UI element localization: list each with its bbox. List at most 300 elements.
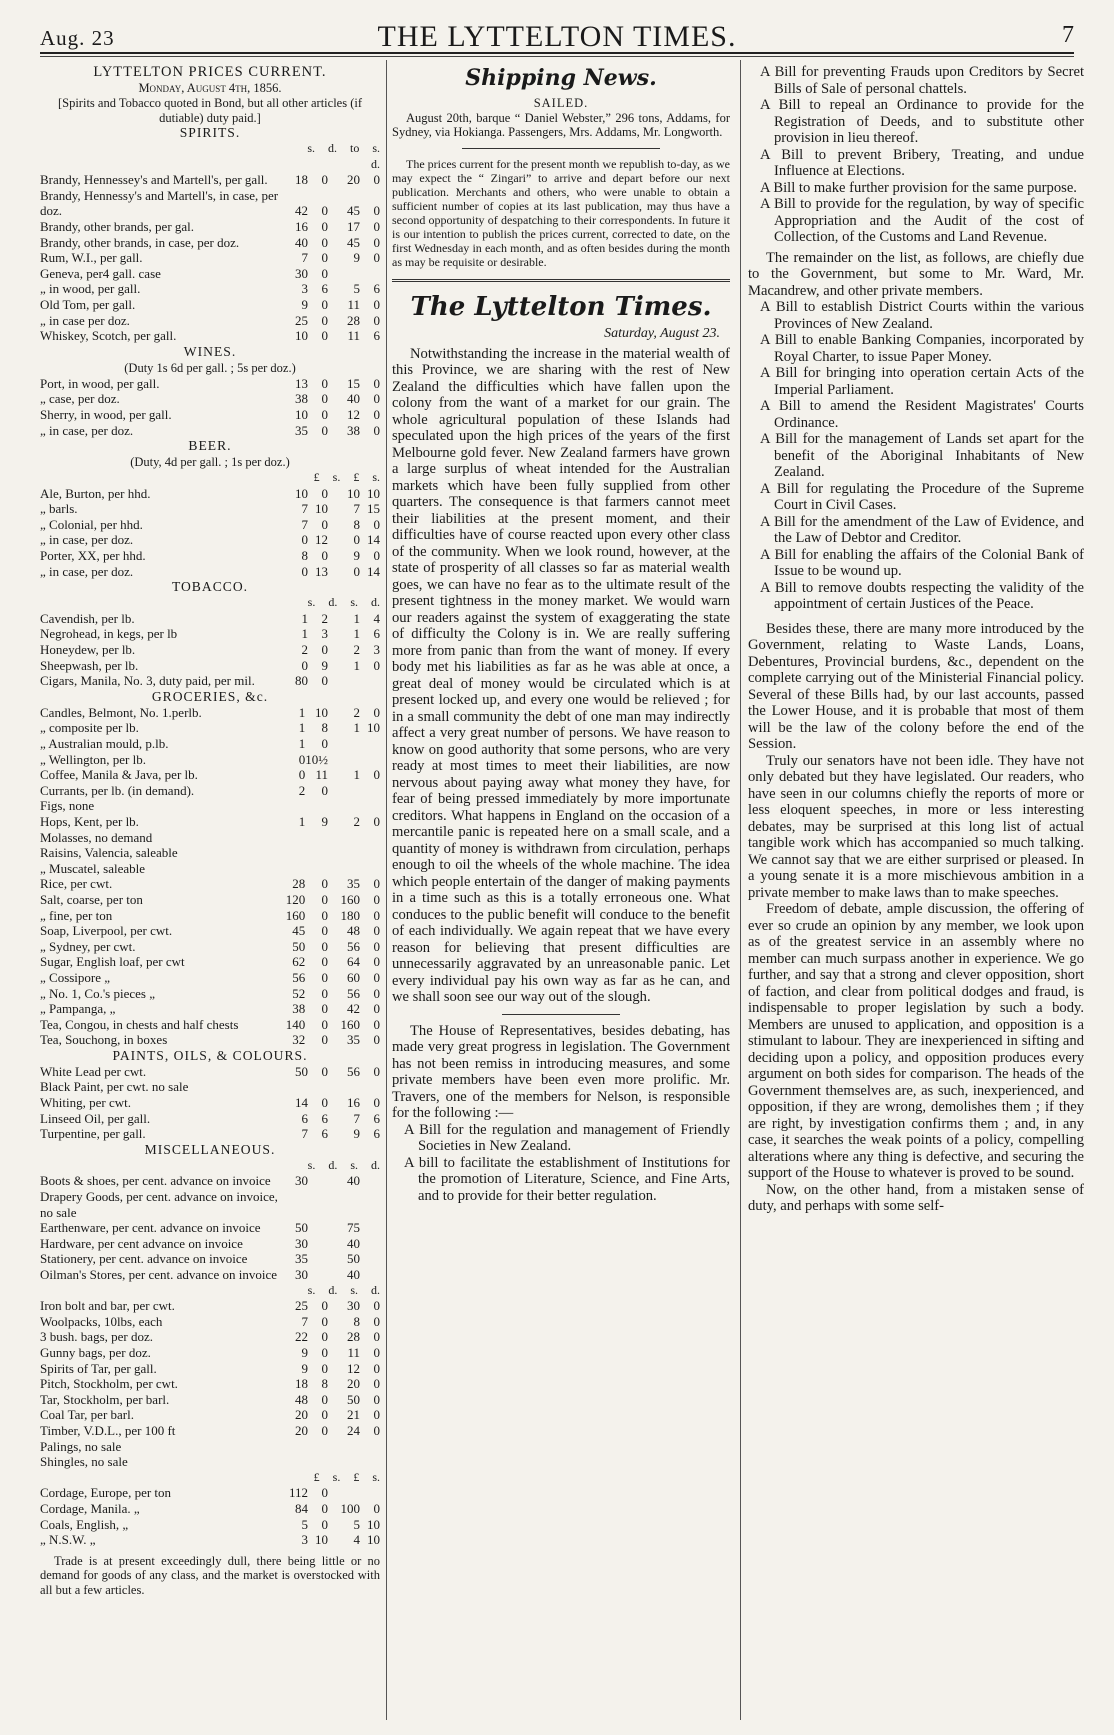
price-high-minor: 0 bbox=[373, 1360, 380, 1376]
item-name: Gunny bags, per doz. bbox=[40, 1344, 151, 1360]
item-name: Brandy, other brands, per gal. bbox=[40, 218, 195, 234]
price-row bbox=[40, 1267, 380, 1283]
price-high-minor: 0 bbox=[373, 250, 380, 266]
price-high-major bbox=[340, 1485, 360, 1501]
price-low-major: 2 bbox=[301, 642, 308, 658]
price-low-major bbox=[285, 861, 305, 877]
bill-item: A Bill to make further provision for the same purpose. bbox=[760, 179, 1077, 196]
price-row bbox=[40, 642, 380, 658]
item-name: Coal Tar, per barl. bbox=[40, 1407, 134, 1423]
price-low-major: 18 bbox=[295, 172, 308, 188]
price-high-major bbox=[340, 1079, 360, 1095]
price-high-minor: 0 bbox=[373, 406, 380, 422]
price-high-major: 50 bbox=[347, 1251, 360, 1267]
item-name: Oilman's Stores, per cent. advance on invoice bbox=[40, 1267, 277, 1282]
item-name: Brandy, Hennessy's and Martell's, in case, per doz. bbox=[40, 187, 279, 219]
price-row bbox=[40, 1017, 380, 1033]
price-row bbox=[40, 564, 380, 580]
price-low-major: 50 bbox=[292, 938, 306, 954]
price-row bbox=[40, 235, 380, 251]
units-row bbox=[40, 1158, 380, 1174]
price-low-major bbox=[288, 1454, 308, 1470]
price-low-minor: 0 bbox=[321, 1016, 328, 1032]
units-row bbox=[40, 595, 380, 611]
price-low-minor: 0 bbox=[321, 954, 328, 970]
price-row bbox=[40, 407, 380, 423]
price-row bbox=[40, 517, 380, 533]
price-low-minor: 0 bbox=[321, 516, 328, 532]
price-high-major bbox=[340, 1439, 360, 1455]
price-low-minor: 0 bbox=[321, 782, 328, 798]
price-low-minor: 11 bbox=[315, 767, 328, 783]
item-name: Cordage, Europe, per ton bbox=[40, 1485, 172, 1501]
price-high-minor: 14 bbox=[367, 532, 380, 548]
price-high-minor: 0 bbox=[373, 1016, 380, 1032]
item-name: Woolpacks, 10lbs, each bbox=[40, 1313, 163, 1329]
editorial-paragraph: Freedom of debate, ample discussion, the offering of ever so crude an opinion by any member, we look upon as of the greatest service in an assembly where no member can much surpass another in experience. We go further, and say that a strong and clever opposition, short of faction, and clear from political dodges and fraud, is indispensable to proper legislation by such a body. Members are unused to application, and opposition is a stimulant to labour. They are inexperienced in sifting and deciding upon a policy, and opposition produces every argument on both sides for comparison. The heads of the Government themselves are, as such, inexperienced, and opposition, if they are wrong, demolishes them ; if they are right, by investigation confirms them ; and, in any case, it searches the weak points of a policy, compelling alterations where any thing is defective, and securing the support of the House to whatever is proved to be sound. bbox=[748, 901, 1084, 1181]
units-label: s. d. s. d. bbox=[307, 1157, 380, 1172]
units-label: s. d. to s. d. bbox=[307, 141, 380, 171]
price-low-major: 62 bbox=[292, 954, 306, 970]
price-low-minor: 0 bbox=[321, 1063, 328, 1079]
price-high-minor bbox=[360, 861, 380, 877]
price-low-major: 7 bbox=[301, 250, 308, 266]
editorial-dateline: Saturday, August 23. bbox=[604, 325, 720, 341]
price-high-minor: 0 bbox=[373, 1001, 380, 1017]
price-low-major: 80 bbox=[295, 673, 308, 689]
price-table bbox=[40, 1064, 380, 1142]
price-low-major: 0 bbox=[298, 767, 306, 783]
price-row bbox=[40, 250, 380, 266]
bill-item: A Bill to repeal an Ordinance to provide for the Registration of Deeds, and to substitute other provision in lieu thereof. bbox=[760, 97, 1084, 146]
price-high-major: 20 bbox=[347, 1376, 360, 1392]
price-high-minor: 0 bbox=[373, 923, 380, 939]
price-high-minor: 10 bbox=[367, 720, 380, 736]
section-heading: GROCERIES, &c. bbox=[151, 688, 269, 704]
price-low-major: 112 bbox=[288, 1485, 308, 1501]
section-heading: SPIRITS. bbox=[179, 125, 241, 140]
item-name: Salt, coarse, per ton bbox=[40, 891, 143, 907]
price-high-minor: 0 bbox=[373, 1376, 380, 1392]
price-high-minor bbox=[360, 736, 380, 752]
price-row bbox=[40, 266, 380, 282]
right-column bbox=[748, 64, 1084, 1215]
item-name: Spirits of Tar, per gall. bbox=[40, 1360, 157, 1376]
price-high-minor: 0 bbox=[373, 1095, 380, 1111]
item-name: Whiting, per cwt. bbox=[40, 1095, 131, 1111]
price-row bbox=[40, 845, 380, 861]
price-low-major: 32 bbox=[292, 1032, 306, 1048]
price-low-minor: 0 bbox=[321, 375, 328, 391]
bill-item: A Bill for regulating the Procedure of the Supreme Court in Civil Cases. bbox=[760, 480, 1084, 513]
units-row bbox=[40, 470, 380, 486]
price-low-minor: 0 bbox=[321, 938, 328, 954]
item-name: Cigars, Manila, No. 3, duty paid, per mil. bbox=[40, 673, 255, 689]
price-high-major: 48 bbox=[347, 923, 360, 939]
price-row bbox=[40, 1485, 380, 1501]
price-low-minor bbox=[308, 1251, 328, 1267]
units-row bbox=[40, 141, 380, 172]
item-name: Sheepwash, per lb. bbox=[40, 657, 139, 673]
section-heading: WINES. bbox=[183, 343, 237, 359]
price-high-major: 56 bbox=[347, 938, 360, 954]
price-low-major: 1 bbox=[298, 720, 306, 736]
item-name: Brandy, Hennessey's and Martell's, per gall. bbox=[40, 172, 268, 188]
price-row bbox=[40, 1189, 380, 1220]
price-high-major: 15 bbox=[347, 375, 360, 391]
price-row bbox=[40, 720, 380, 736]
price-low-minor bbox=[308, 1079, 328, 1095]
item-name: Coffee, Manila & Java, per lb. bbox=[40, 767, 198, 783]
item-name: Raisins, Valencia, saleable bbox=[40, 845, 178, 861]
price-high-major: 7 bbox=[353, 1110, 360, 1126]
prices-note: [Spirits and Tobacco quoted in Bond, but all other articles (if dutiable) duty paid.] bbox=[57, 96, 363, 125]
price-table bbox=[40, 376, 380, 438]
price-high-minor: 0 bbox=[373, 1063, 380, 1079]
price-high-minor: 6 bbox=[373, 328, 380, 344]
price-high-major: 2 bbox=[353, 642, 360, 658]
item-name: „ Muscatel, saleable bbox=[40, 860, 146, 876]
price-high-major bbox=[340, 673, 360, 689]
units-row bbox=[40, 1283, 380, 1299]
bill-item: A bill to facilitate the establishment of Institutions for the promotion of Literature, Science, and Fine Arts, and to provide for their better regulation. bbox=[404, 1154, 730, 1204]
price-low-minor: 0 bbox=[321, 1095, 328, 1111]
item-name: Timber, V.D.L., per 100 ft bbox=[40, 1422, 176, 1438]
shipping-heading: Shipping News. bbox=[465, 65, 657, 91]
price-low-minor: 0 bbox=[321, 923, 328, 939]
price-high-major bbox=[340, 798, 360, 814]
price-row bbox=[40, 1111, 380, 1127]
price-low-minor: 0 bbox=[321, 1407, 328, 1423]
price-low-major bbox=[288, 1079, 308, 1095]
price-row bbox=[40, 219, 380, 235]
price-high-minor: 0 bbox=[373, 985, 380, 1001]
price-low-minor: 10 bbox=[315, 1532, 328, 1548]
price-high-major: 160 bbox=[340, 1016, 360, 1032]
price-row bbox=[40, 1251, 380, 1267]
price-low-minor bbox=[305, 845, 328, 861]
price-high-major: 40 bbox=[347, 391, 360, 407]
price-high-minor bbox=[360, 1173, 380, 1189]
price-low-minor: 0 bbox=[321, 422, 328, 438]
price-high-major: 11 bbox=[347, 1344, 360, 1360]
bill-item: A Bill for the amendment of the Law of Evidence, and the Law of Debtor and Creditor. bbox=[760, 513, 1084, 546]
price-low-minor: 0 bbox=[321, 642, 328, 658]
price-low-minor: 0 bbox=[321, 250, 328, 266]
item-name: „ N.S.W. „ bbox=[40, 1532, 96, 1548]
price-low-major bbox=[288, 1189, 308, 1220]
price-low-major bbox=[288, 1439, 308, 1455]
price-high-minor: 0 bbox=[373, 234, 380, 250]
price-low-minor: 13 bbox=[315, 563, 328, 579]
price-high-minor: 0 bbox=[373, 516, 380, 532]
price-low-major: 28 bbox=[292, 876, 306, 892]
price-low-major: 18 bbox=[295, 1376, 308, 1392]
price-high-minor bbox=[360, 845, 380, 861]
item-name: „ Pampanga, „ bbox=[40, 1001, 116, 1017]
price-high-minor: 6 bbox=[373, 626, 380, 642]
price-low-minor: 0 bbox=[321, 548, 328, 564]
price-row bbox=[40, 1032, 380, 1048]
price-row bbox=[40, 313, 380, 329]
item-name: Shingles, no sale bbox=[40, 1454, 128, 1470]
prices-date: Monday, August 4th, 1856. bbox=[138, 81, 282, 95]
price-high-minor: 0 bbox=[373, 1298, 380, 1314]
price-row bbox=[40, 1439, 380, 1455]
item-name: Figs, none bbox=[40, 798, 95, 814]
price-low-minor: 0 bbox=[321, 234, 328, 250]
price-high-major: 11 bbox=[347, 328, 360, 344]
column-divider bbox=[740, 60, 741, 1720]
price-low-major: 8 bbox=[301, 548, 308, 564]
price-high-minor bbox=[360, 266, 380, 282]
price-high-minor: 10 bbox=[367, 485, 380, 501]
price-high-minor: 0 bbox=[373, 704, 380, 720]
price-row bbox=[40, 1064, 380, 1080]
newspaper-title: THE LYTTELTON TIMES. bbox=[377, 20, 737, 53]
price-high-major: 45 bbox=[347, 234, 360, 250]
price-high-major: 1 bbox=[353, 767, 360, 783]
price-high-major: 11 bbox=[347, 296, 360, 312]
price-low-major: 14 bbox=[295, 1095, 308, 1111]
item-name: Turpentine, per gall. bbox=[40, 1126, 146, 1142]
price-high-major bbox=[340, 830, 360, 846]
price-high-minor: 0 bbox=[373, 1344, 380, 1360]
price-high-major: 28 bbox=[347, 1329, 360, 1345]
price-high-major: 45 bbox=[347, 203, 360, 219]
bill-list bbox=[392, 1122, 730, 1205]
price-row bbox=[40, 876, 380, 892]
price-row bbox=[40, 532, 380, 548]
price-low-major: 30 bbox=[295, 265, 308, 281]
price-low-major: 0 bbox=[301, 657, 308, 673]
editorial-paragraph: Truly our senators have not been idle. They have not only debated but they have legislated. Our readers, who have seen in our columns chiefly the reports of more or less eloquent speeches, in more or less interesting debates, may be surprised at this long list of actual tangible work which has accompanied so much talking. We cannot say that we are either surprised or pleased. In a young senate it is a more mischievous ambition in a private member to make laws than to make speeches. bbox=[748, 752, 1084, 901]
item-name: Candles, Belmont, No. 1.perlb. bbox=[40, 704, 202, 720]
price-row bbox=[40, 892, 380, 908]
price-high-minor: 0 bbox=[373, 907, 380, 923]
price-high-minor: 0 bbox=[373, 969, 380, 985]
item-name: „ No. 1, Co.'s pieces „ bbox=[40, 985, 155, 1001]
item-name: Iron bolt and bar, per cwt. bbox=[40, 1298, 175, 1314]
price-row bbox=[40, 501, 380, 517]
price-low-major: 35 bbox=[295, 422, 308, 438]
price-row bbox=[40, 172, 380, 188]
price-high-major: 0 bbox=[353, 563, 360, 579]
price-table bbox=[40, 1283, 380, 1470]
price-low-major: 10 bbox=[295, 328, 308, 344]
price-high-major: 0 bbox=[353, 532, 360, 548]
price-high-major: 9 bbox=[353, 548, 360, 564]
price-high-minor bbox=[360, 1220, 380, 1236]
price-low-minor: 0 bbox=[321, 1516, 328, 1532]
price-row bbox=[40, 908, 380, 924]
price-low-major: 6 bbox=[301, 1110, 308, 1126]
price-high-minor: 0 bbox=[373, 296, 380, 312]
price-high-major bbox=[340, 752, 360, 768]
price-high-minor: 0 bbox=[373, 422, 380, 438]
price-low-major: 120 bbox=[285, 891, 306, 907]
price-low-major: 45 bbox=[292, 923, 306, 939]
price-low-minor: 0 bbox=[321, 985, 328, 1001]
item-name: „ fine, per ton bbox=[40, 907, 113, 923]
column-divider bbox=[386, 60, 387, 1720]
price-low-major: 42 bbox=[295, 203, 308, 219]
price-high-major bbox=[340, 861, 360, 877]
price-low-minor bbox=[308, 1189, 328, 1220]
price-low-major bbox=[285, 845, 305, 861]
price-low-major: 48 bbox=[295, 1391, 308, 1407]
item-name: Black Paint, per cwt. no sale bbox=[40, 1079, 189, 1095]
price-row bbox=[40, 861, 380, 877]
price-high-major: 100 bbox=[340, 1500, 360, 1516]
price-high-minor bbox=[360, 1454, 380, 1470]
double-rule bbox=[392, 279, 730, 282]
price-low-minor: 0 bbox=[321, 1329, 328, 1345]
price-high-minor: 0 bbox=[373, 954, 380, 970]
price-low-minor: 0 bbox=[321, 218, 328, 234]
price-low-minor: 0 bbox=[321, 907, 328, 923]
price-low-major: 7 bbox=[301, 516, 308, 532]
price-row bbox=[40, 1236, 380, 1252]
price-low-major: 50 bbox=[295, 1220, 308, 1236]
item-name: Brandy, other brands, in case, per doz. bbox=[40, 234, 240, 250]
price-high-minor bbox=[360, 673, 380, 689]
price-row bbox=[40, 1345, 380, 1361]
price-row bbox=[40, 1376, 380, 1392]
section-heading: BEER. bbox=[188, 438, 232, 454]
bill-item: A Bill for enabling the affairs of the Colonial Bank of Issue to be wound up. bbox=[760, 546, 1084, 579]
price-high-minor: 0 bbox=[373, 1422, 380, 1438]
price-low-major: 0 bbox=[301, 532, 308, 548]
price-sections bbox=[40, 125, 380, 1548]
price-low-major: 3 bbox=[301, 281, 308, 297]
price-row bbox=[40, 939, 380, 955]
price-low-major bbox=[285, 830, 305, 846]
prices-heading: LYTTELTON PRICES CURRENT. bbox=[93, 64, 327, 80]
price-low-minor: 0 bbox=[321, 328, 328, 344]
price-row bbox=[40, 767, 380, 783]
price-high-major: 21 bbox=[347, 1407, 360, 1423]
price-high-major: 1 bbox=[353, 610, 360, 626]
price-high-minor: 0 bbox=[373, 203, 380, 219]
price-low-major: 25 bbox=[295, 1298, 308, 1314]
item-name: „ Cossipore „ bbox=[40, 969, 111, 985]
price-high-major: 4 bbox=[353, 1532, 360, 1548]
price-low-major: 3 bbox=[301, 1532, 308, 1548]
price-high-minor: 0 bbox=[373, 1500, 380, 1516]
units-label: £ s. £ s. bbox=[313, 470, 380, 485]
price-row bbox=[40, 1517, 380, 1533]
price-high-minor: 3 bbox=[373, 642, 380, 658]
item-name: „ in wood, per gall. bbox=[40, 281, 141, 297]
item-name: Tar, Stockholm, per barl. bbox=[40, 1391, 170, 1407]
price-high-major: 2 bbox=[353, 704, 360, 720]
item-name: Negrohead, in kegs, per lb bbox=[40, 626, 178, 642]
trade-note: Trade is at present exceedingly dull, there being little or no demand for goods of any class, and the market is overstocked with all but a few articles. bbox=[40, 1553, 380, 1597]
price-low-minor: 0 bbox=[321, 172, 328, 188]
price-high-minor: 0 bbox=[373, 938, 380, 954]
price-low-major: 56 bbox=[292, 969, 306, 985]
price-high-major bbox=[340, 736, 360, 752]
price-high-minor: 0 bbox=[373, 391, 380, 407]
price-low-minor: 2 bbox=[321, 610, 328, 626]
item-name: „ in case, per doz. bbox=[40, 563, 134, 579]
bill-item: A Bill to prevent Bribery, Treating, and undue Influence at Elections. bbox=[760, 146, 1084, 179]
price-high-minor: 0 bbox=[373, 548, 380, 564]
price-high-major bbox=[340, 845, 360, 861]
duty-note: (Duty 1s 6d per gall. ; 5s per doz.) bbox=[124, 360, 296, 375]
price-high-major: 12 bbox=[347, 406, 360, 422]
price-high-major bbox=[340, 1454, 360, 1470]
price-high-major: 20 bbox=[347, 172, 360, 188]
price-row bbox=[40, 970, 380, 986]
item-name: Cordage, Manila. „ bbox=[40, 1500, 140, 1516]
middle-column bbox=[392, 64, 730, 1204]
bill-item: A Bill for bringing into operation certain Acts of the Imperial Parliament. bbox=[760, 365, 1084, 398]
price-low-major: 25 bbox=[295, 312, 308, 328]
price-high-minor: 14 bbox=[367, 563, 380, 579]
price-low-minor: 6 bbox=[321, 1110, 328, 1126]
price-high-major: 40 bbox=[347, 1235, 360, 1251]
price-row bbox=[40, 1423, 380, 1439]
editorial-paragraph: Besides these, there are many more introduced by the Government, relating to Waste Lands, Loans, Debentures, Provincial burdens, &c., dependent on the complete carrying out of the Ministerial Financial policy. Several of these Bills had, by our last accounts, passed the Lower House, and it is probable that most of them will be the law of the colony before the end of the Session. bbox=[748, 620, 1084, 752]
separator bbox=[462, 148, 660, 149]
price-row bbox=[40, 1001, 380, 1017]
price-row bbox=[40, 986, 380, 1002]
units-row bbox=[40, 1470, 380, 1486]
price-low-minor bbox=[308, 1439, 328, 1455]
price-row bbox=[40, 328, 380, 344]
price-high-minor: 10 bbox=[367, 1516, 380, 1532]
price-high-minor: 0 bbox=[373, 813, 380, 829]
units-label: s. d. s. d. bbox=[307, 595, 380, 610]
price-low-major: 140 bbox=[285, 1016, 306, 1032]
price-high-minor bbox=[360, 830, 380, 846]
price-high-minor: 0 bbox=[373, 657, 380, 673]
price-row bbox=[40, 376, 380, 392]
price-row bbox=[40, 1298, 380, 1314]
price-row bbox=[40, 1361, 380, 1377]
price-row bbox=[40, 1079, 380, 1095]
price-low-major: 1 bbox=[301, 626, 308, 642]
item-name: Coals, English, „ bbox=[40, 1516, 129, 1532]
masthead bbox=[40, 18, 1074, 54]
price-low-major: 30 bbox=[295, 1235, 308, 1251]
price-row bbox=[40, 673, 380, 689]
shipping-entry: August 20th, barque “ Daniel Webster,” 296 tons, Addams, for Sydney, via Hokianga. Passengers, Mrs. Addams, Mr. Longworth. bbox=[392, 110, 730, 139]
price-row bbox=[40, 1173, 380, 1189]
price-high-major: 12 bbox=[347, 1360, 360, 1376]
item-name: Porter, XX, per hhd. bbox=[40, 548, 146, 564]
item-name: Old Tom, per gall. bbox=[40, 296, 136, 312]
price-row bbox=[40, 1095, 380, 1111]
item-name: Drapery Goods, per cent. advance on invoice, no sale bbox=[40, 1189, 278, 1220]
price-low-major: 2 bbox=[298, 782, 306, 798]
price-low-major: 1 bbox=[301, 610, 308, 626]
price-low-major: 30 bbox=[295, 1173, 308, 1189]
price-row bbox=[40, 611, 380, 627]
price-low-major: 38 bbox=[292, 1001, 306, 1017]
item-name: „ in case per doz. bbox=[40, 312, 130, 328]
price-high-minor: 0 bbox=[373, 1032, 380, 1048]
price-low-major: 0 bbox=[298, 751, 306, 767]
price-low-minor: 0 bbox=[321, 1500, 328, 1516]
price-low-minor: 9 bbox=[321, 657, 328, 673]
item-name: Geneva, per4 gall. case bbox=[40, 265, 161, 281]
price-row bbox=[40, 423, 380, 439]
price-low-minor: 6 bbox=[321, 281, 328, 297]
price-table bbox=[40, 1158, 380, 1283]
